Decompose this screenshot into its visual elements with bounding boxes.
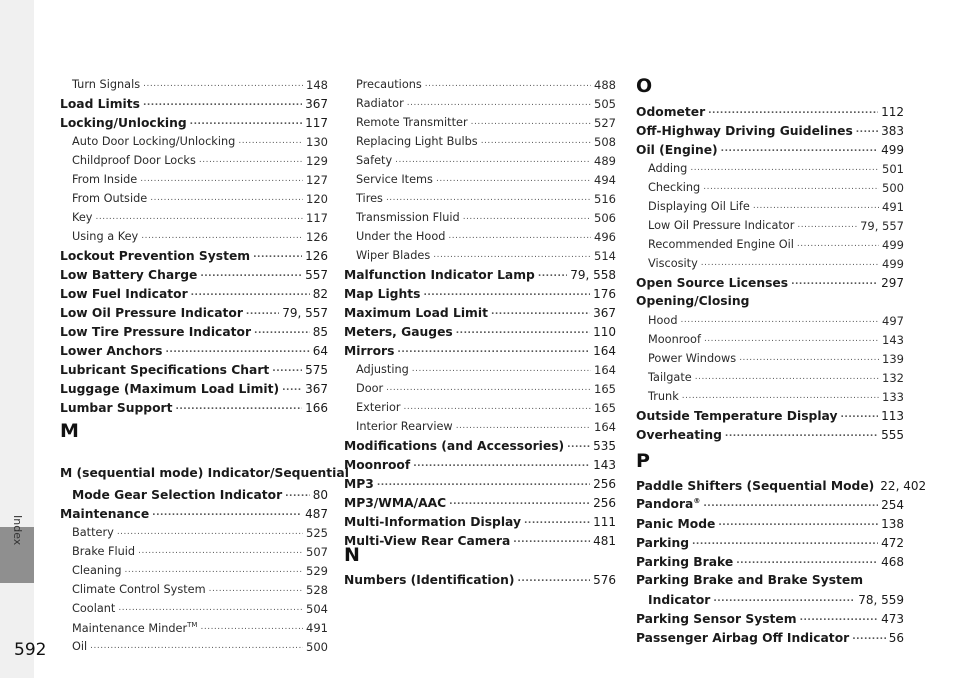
index-entry-remote-transmitter[interactable]: Remote Transmitter ..... 527 xyxy=(344,113,616,132)
index-entry-service-items[interactable]: Service Items ..... 494 xyxy=(344,170,616,189)
page-number: 592 xyxy=(14,640,47,660)
index-entry-from-inside[interactable]: From Inside ..... 127 xyxy=(60,170,328,189)
index-entry-exterior[interactable]: Exterior ..... 165 xyxy=(344,398,616,417)
index-entry-precautions[interactable]: Precautions ..... 488 xyxy=(344,75,616,94)
index-entry-checking[interactable]: Checking ..... 500 xyxy=(636,178,904,197)
index-entry-low-tire-pressure[interactable]: Low Tire Pressure Indicator ..... 85 xyxy=(60,322,328,341)
index-entry-m-indicator[interactable]: Mode Gear Selection Indicator ..... 80 xyxy=(60,485,328,504)
index-entry-oil[interactable]: Oil ..... 500 xyxy=(60,637,328,656)
index-entry-map-lights[interactable]: Map Lights ..... 176 xyxy=(344,284,616,303)
index-entry-power-windows[interactable]: Power Windows ..... 139 xyxy=(636,349,904,368)
index-entry-radiator[interactable]: Radiator ..... 505 xyxy=(344,94,616,113)
index-entry-door[interactable]: Door ..... 165 xyxy=(344,379,616,398)
section-letter-p: P xyxy=(636,450,650,472)
index-entry-off-highway[interactable]: Off-Highway Driving Guidelines ..... 383 xyxy=(636,121,904,140)
index-entry-safety[interactable]: Safety ..... 489 xyxy=(344,151,616,170)
index-entry-cleaning[interactable]: Cleaning ..... 529 xyxy=(60,561,328,580)
index-entry-opening-closing[interactable]: Opening/Closing xyxy=(636,294,750,308)
index-tab-label: Index xyxy=(11,515,24,546)
index-entry-transmission-fluid[interactable]: Transmission Fluid ..... 506 xyxy=(344,208,616,227)
index-entry-low-fuel[interactable]: Low Fuel Indicator ..... 82 xyxy=(60,284,328,303)
index-entry-battery[interactable]: Battery ..... 525 xyxy=(60,523,328,542)
index-entry-trunk[interactable]: Trunk ..... 133 xyxy=(636,387,904,406)
section-letter-m: M xyxy=(60,420,79,442)
index-entry-viscosity[interactable]: Viscosity ..... 499 xyxy=(636,254,904,273)
index-entry-interior-rearview[interactable]: Interior Rearview ..... 164 xyxy=(344,417,616,436)
index-entry-turn-signals[interactable]: Turn Signals ..... 148 xyxy=(60,75,328,94)
index-entry-key[interactable]: Key ..... 117 xyxy=(60,208,328,227)
section-letter-n: N xyxy=(344,544,360,566)
index-entry-mirrors[interactable]: Mirrors ..... 164 xyxy=(344,341,616,360)
index-entry-brake-fluid[interactable]: Brake Fluid ..... 507 xyxy=(60,542,328,561)
index-entry-panic-mode[interactable]: Panic Mode ..... 138 xyxy=(636,514,904,533)
index-entry-recommended-oil[interactable]: Recommended Engine Oil ..... 499 xyxy=(636,235,904,254)
index-entry-wiper-blades[interactable]: Wiper Blades ..... 514 xyxy=(344,246,616,265)
index-entry-low-oil-indicator[interactable]: Low Oil Pressure Indicator ..... 79, 557 xyxy=(636,216,904,235)
index-entry-luggage[interactable]: Luggage (Maximum Load Limit) ..... 367 xyxy=(60,379,328,398)
index-entry-low-battery[interactable]: Low Battery Charge ..... 557 xyxy=(60,265,328,284)
index-entry-moonroof[interactable]: Moonroof ..... 143 xyxy=(344,455,616,474)
index-entry-oc-moonroof[interactable]: Moonroof ..... 143 xyxy=(636,330,904,349)
index-entry-lumbar-support[interactable]: Lumbar Support ..... 166 xyxy=(60,398,328,417)
index-entry-oil-engine[interactable]: Oil (Engine) ..... 499 xyxy=(636,140,904,159)
index-entry-adding[interactable]: Adding ..... 501 xyxy=(636,159,904,178)
index-entry-adjusting[interactable]: Adjusting ..... 164 xyxy=(344,360,616,379)
index-entry-maintenance-minder[interactable]: Maintenance Minder™ ..... 491 xyxy=(60,618,328,637)
section-letter-o: O xyxy=(636,75,653,97)
index-entry-odometer[interactable]: Odometer ..... 112 xyxy=(636,102,904,121)
index-entry-from-outside[interactable]: From Outside ..... 120 xyxy=(60,189,328,208)
index-entry-pandora[interactable]: Pandora® ..... 254 xyxy=(636,495,904,514)
index-entry-using-a-key[interactable]: Using a Key ..... 126 xyxy=(60,227,328,246)
index-entry-parking[interactable]: Parking ..... 472 xyxy=(636,533,904,552)
index-entry-auto-door-locking[interactable]: Auto Door Locking/Unlocking ..... 130 xyxy=(60,132,328,151)
index-entry-malfunction-lamp[interactable]: Malfunction Indicator Lamp ..... 79, 558 xyxy=(344,265,616,284)
index-entry-load-limits[interactable]: Load Limits ..... 367 xyxy=(60,94,328,113)
index-entry-maintenance[interactable]: Maintenance ..... 487 xyxy=(60,504,328,523)
index-side-tab xyxy=(0,0,34,678)
index-entry-parking-brake[interactable]: Parking Brake ..... 468 xyxy=(636,552,904,571)
index-entry-open-source[interactable]: Open Source Licenses ..... 297 xyxy=(636,273,904,292)
index-entry-childproof-locks[interactable]: Childproof Door Locks ..... 129 xyxy=(60,151,328,170)
index-entry-m-indicator-line1[interactable]: M (sequential mode) Indicator/Sequential xyxy=(60,466,349,480)
index-entry-lockout-prevention[interactable]: Lockout Prevention System ..... 126 xyxy=(60,246,328,265)
index-entry-multi-view-camera[interactable]: Multi-View Rear Camera ..... 481 xyxy=(344,531,616,550)
index-entry-pbbs-line1[interactable]: Parking Brake and Brake System xyxy=(636,573,864,587)
index-entry-under-the-hood[interactable]: Under the Hood ..... 496 xyxy=(344,227,616,246)
index-entry-overheating[interactable]: Overheating ..... 555 xyxy=(636,425,904,444)
index-entry-lubricant-chart[interactable]: Lubricant Specifications Chart ..... 575 xyxy=(60,360,328,379)
index-entry-oc-hood[interactable]: Hood ..... 497 xyxy=(636,311,904,330)
index-entry-pbbs-indicator[interactable]: Indicator ..... 78, 559 xyxy=(636,590,904,609)
index-entry-climate-control[interactable]: Climate Control System ..... 528 xyxy=(60,580,328,599)
index-entry-tires[interactable]: Tires ..... 516 xyxy=(344,189,616,208)
index-entry-maximum-load[interactable]: Maximum Load Limit ..... 367 xyxy=(344,303,616,322)
index-entry-mp3-wma-aac[interactable]: MP3/WMA/AAC ..... 256 xyxy=(344,493,616,512)
index-entry-paddle-shifters[interactable]: Paddle Shifters (Sequential Mode) 22, 402 xyxy=(636,478,927,493)
index-entry-modifications[interactable]: Modifications (and Accessories) ..... 535 xyxy=(344,436,616,455)
index-entry-outside-temp[interactable]: Outside Temperature Display ..... 113 xyxy=(636,406,904,425)
index-entry-numbers-identification[interactable]: Numbers (Identification) ..... 576 xyxy=(344,570,616,589)
index-entry-low-oil-pressure[interactable]: Low Oil Pressure Indicator ..... 79, 557 xyxy=(60,303,328,322)
index-entry-meters-gauges[interactable]: Meters, Gauges ..... 110 xyxy=(344,322,616,341)
index-entry-locking-unlocking[interactable]: Locking/Unlocking ..... 117 xyxy=(60,113,328,132)
index-entry-tailgate[interactable]: Tailgate ..... 132 xyxy=(636,368,904,387)
index-entry-replacing-bulbs[interactable]: Replacing Light Bulbs ..... 508 xyxy=(344,132,616,151)
index-entry-passenger-airbag-off[interactable]: Passenger Airbag Off Indicator ..... 56 xyxy=(636,628,904,647)
index-entry-coolant[interactable]: Coolant ..... 504 xyxy=(60,599,328,618)
index-entry-oil-life[interactable]: Displaying Oil Life ..... 491 xyxy=(636,197,904,216)
index-entry-parking-sensor[interactable]: Parking Sensor System ..... 473 xyxy=(636,609,904,628)
index-entry-lower-anchors[interactable]: Lower Anchors ..... 64 xyxy=(60,341,328,360)
index-entry-multi-info-display[interactable]: Multi-Information Display ..... 111 xyxy=(344,512,616,531)
index-entry-mp3[interactable]: MP3 ..... 256 xyxy=(344,474,616,493)
